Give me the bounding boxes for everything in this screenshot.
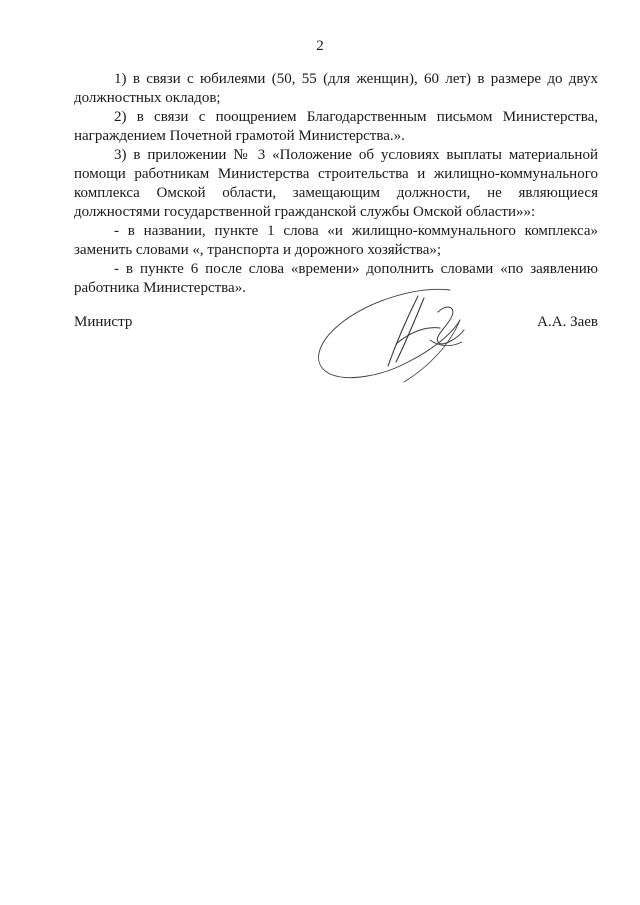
- paragraph-item-5: - в пункте 6 после слова «времени» дополнить словами «по заявлению работника Министерства».: [74, 261, 598, 296]
- paragraph-item-1: 1) в связи с юбилеями (50, 55 (для женщин), 60 лет) в размере до двух должностных окладов;: [74, 71, 598, 106]
- document-body: [74, 70, 598, 298]
- paragraph-item-2: 2) в связи с поощрением Благодарственным письмом Министерства, награждением Почетной грамотой Министерства.».: [74, 109, 598, 144]
- signature-tail: [404, 320, 460, 382]
- signature-loop: [319, 289, 460, 377]
- paragraph-item-3: 3) в приложении № 3 «Положение об условиях выплаты материальной помощи работникам Министерства строительства и жилищно-коммунального комплекса Омской области, замещающим должности, не являющиеся должностями государственной гражданской службы Омской области»»:: [74, 147, 598, 220]
- page-number: 2: [316, 38, 324, 54]
- paragraph-item-4: - в названии, пункте 1 слова «и жилищно-коммунального комплекса» заменить словами «, транспорта и дорожного хозяйства»;: [74, 223, 598, 258]
- handwritten-signature: [300, 282, 480, 387]
- signature-stroke-a: [388, 296, 418, 366]
- signature-strokes: [319, 289, 464, 382]
- signer-name: А.А. Заев: [537, 314, 598, 330]
- signer-position: Министр: [74, 314, 133, 330]
